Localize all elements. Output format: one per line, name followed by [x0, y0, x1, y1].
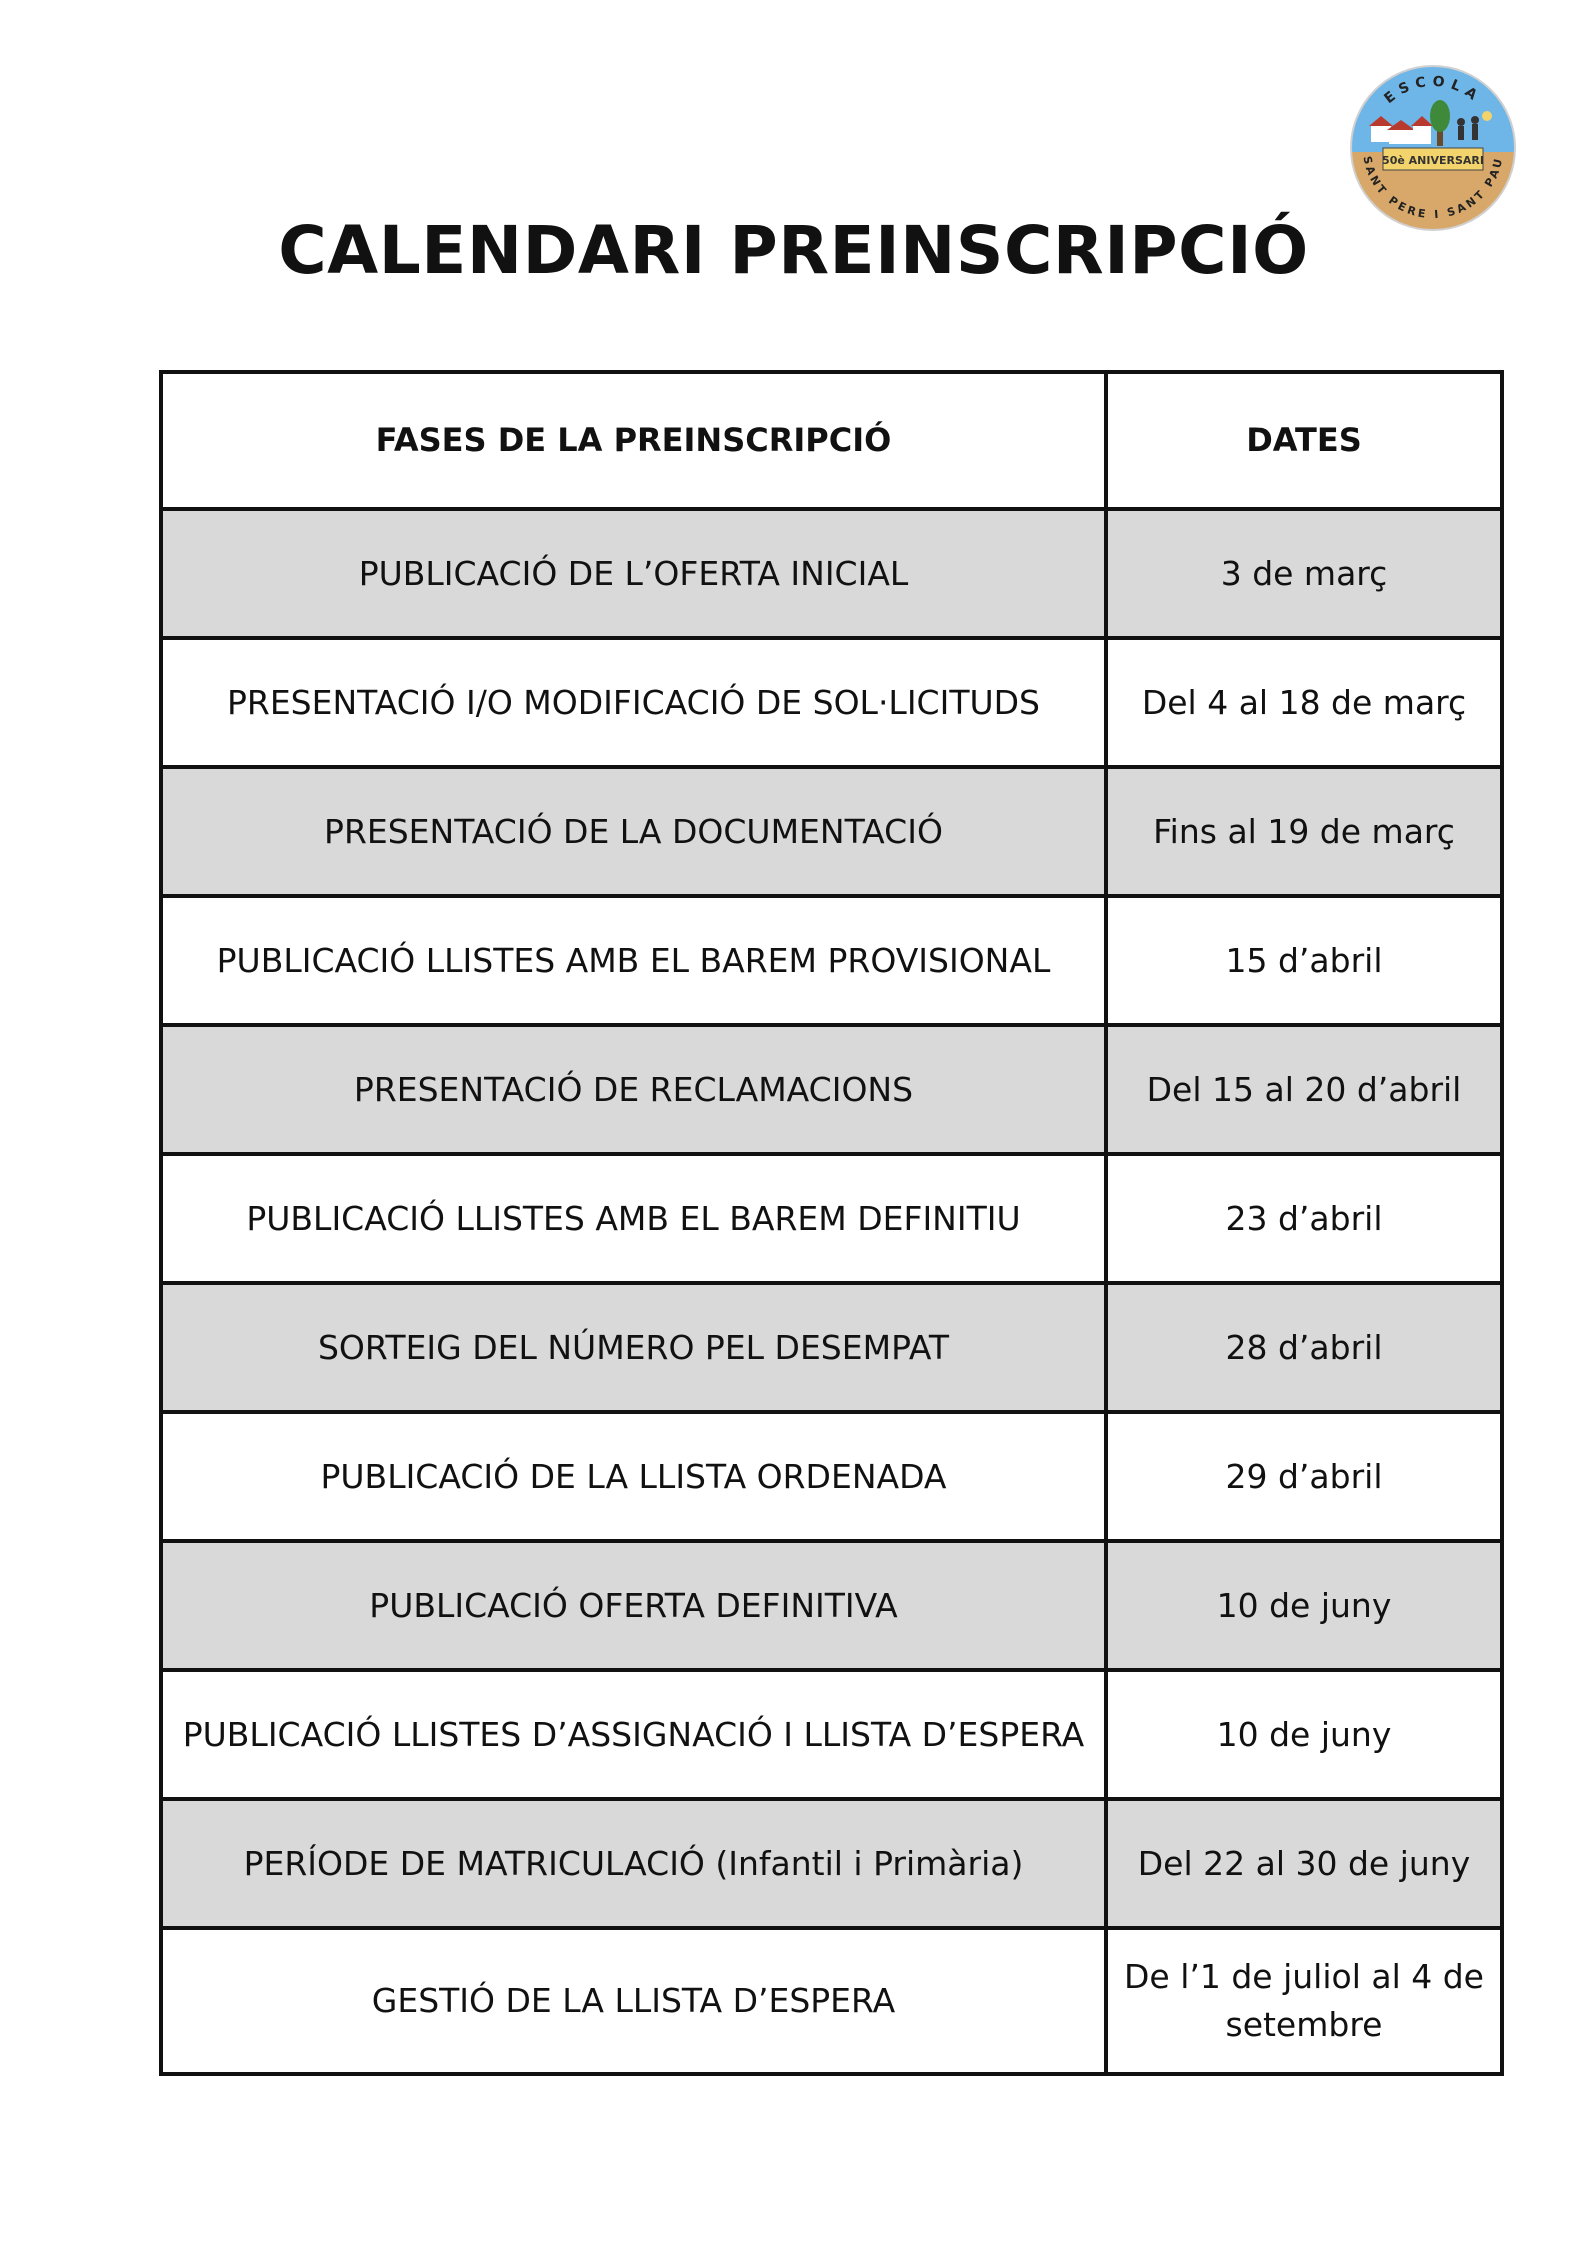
phase-cell: PUBLICACIÓ LLISTES D’ASSIGNACIÓ I LLISTA D’ESPERA: [161, 1670, 1106, 1799]
phase-cell: PUBLICACIÓ OFERTA DEFINITIVA: [161, 1541, 1106, 1670]
phase-cell: GESTIÓ DE LA LLISTA D’ESPERA: [161, 1928, 1106, 2074]
page-title: CALENDARI PREINSCRIPCIÓ: [278, 212, 1309, 289]
table-row: [161, 1412, 1502, 1541]
header-dates: DATES: [1106, 372, 1502, 509]
table-row: [161, 1154, 1502, 1283]
table-row: [161, 1025, 1502, 1154]
table-row: [161, 1541, 1502, 1670]
date-cell: 15 d’abril: [1106, 896, 1502, 1025]
date-cell: Del 15 al 20 d’abril: [1106, 1025, 1502, 1154]
date-cell: Del 22 al 30 de juny: [1106, 1799, 1502, 1928]
date-cell: 23 d’abril: [1106, 1154, 1502, 1283]
phase-cell: PRESENTACIÓ DE LA DOCUMENTACIÓ: [161, 767, 1106, 896]
phase-cell: PERÍODE DE MATRICULACIÓ (Infantil i Primària): [161, 1799, 1106, 1928]
table-row: [161, 1928, 1502, 2074]
table-row: [161, 509, 1502, 638]
logo-top-text: ESCOLA: [1381, 73, 1485, 108]
table-row: [161, 1799, 1502, 1928]
date-cell: Fins al 19 de març: [1106, 767, 1502, 896]
preinscription-calendar-table: [159, 370, 1504, 2076]
phase-cell: SORTEIG DEL NÚMERO PEL DESEMPAT: [161, 1283, 1106, 1412]
date-cell: 10 de juny: [1106, 1670, 1502, 1799]
date-cell: 3 de març: [1106, 509, 1502, 638]
phase-cell: PUBLICACIÓ DE LA LLISTA ORDENADA: [161, 1412, 1106, 1541]
phase-cell: PUBLICACIÓ LLISTES AMB EL BAREM DEFINITIU: [161, 1154, 1106, 1283]
table-row: [161, 1670, 1502, 1799]
phase-cell: PRESENTACIÓ I/O MODIFICACIÓ DE SOL·LICITUDS: [161, 638, 1106, 767]
phase-cell: PUBLICACIÓ LLISTES AMB EL BAREM PROVISIONAL: [161, 896, 1106, 1025]
logo-banner-text: 50è ANIVERSARI: [1382, 154, 1484, 167]
phase-cell: PRESENTACIÓ DE RECLAMACIONS: [161, 1025, 1106, 1154]
date-cell: 29 d’abril: [1106, 1412, 1502, 1541]
date-cell: 28 d’abril: [1106, 1283, 1502, 1412]
table-row: [161, 1283, 1502, 1412]
table-row: [161, 896, 1502, 1025]
logo-bottom-text: SANT PERE I SANT PAU: [1360, 154, 1506, 222]
phase-cell: PUBLICACIÓ DE L’OFERTA INICIAL: [161, 509, 1106, 638]
table-header-row: [161, 372, 1502, 509]
header-phases: FASES DE LA PREINSCRIPCIÓ: [161, 372, 1106, 509]
table-row: [161, 638, 1502, 767]
table-row: [161, 767, 1502, 896]
date-cell: 10 de juny: [1106, 1541, 1502, 1670]
date-cell: Del 4 al 18 de març: [1106, 638, 1502, 767]
date-cell: De l’1 de juliol al 4 de setembre: [1106, 1928, 1502, 2074]
